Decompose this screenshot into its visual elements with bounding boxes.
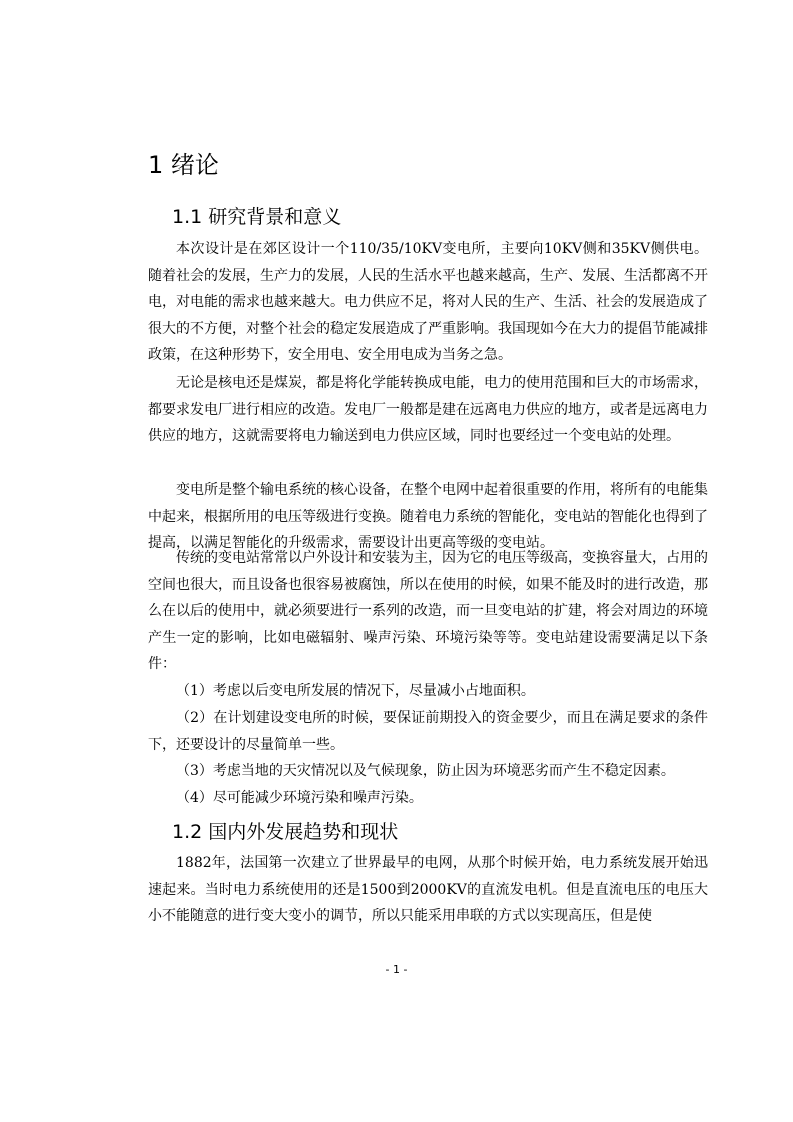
condition-item: （4）尽可能减少环境污染和噪声污染。	[176, 790, 423, 806]
section-title-1-1: 1.1 研究背景和意义	[172, 206, 342, 228]
paragraph: 无论是核电还是煤炭，都是将化学能转换成电能，电力的使用范围和巨大的市场需求，都要求发电厂进行相应的改造。发电厂一般都是建在远离电力供应的地方，或者是远离电力供应的地方，这就需要将电力输送到电力供应区域，同时也要经过一个变电站的处理。	[148, 375, 708, 445]
condition-item: （3）考虑当地的天灾情况以及气候现象，防止因为环境恶劣而产生不稳定因素。	[176, 763, 675, 779]
paragraph: 变电所是整个输电系统的核心设备，在整个电网中起着很重要的作用，将所有的电能集中起来，根据所用的电压等级进行变换。随着电力系统的智能化，变电站的智能化也得到了提高，以满足智能化的升级需求，需要设计出更高等级的变电站。	[148, 482, 708, 552]
page-number: - 1 -	[385, 963, 408, 976]
paragraph: 1882年，法国第一次建立了世界最早的电网，从那个时候开始，电力系统发展开始迅速起来。当时电力系统使用的还是1500到2000KV的直流发电机。但是直流电压的电压大小不能随意的进行变大变小的调节，所以只能采用串联的方式以实现高压，但是使	[148, 855, 708, 925]
condition-item: （2）在计划建设变电所的时候，要保证前期投入的资金要少，而且在满足要求的条件下，还要设计的尽量简单一些。	[148, 710, 708, 753]
condition-item: （1）考虑以后变电所发展的情况下，尽量减小占地面积。	[176, 683, 535, 699]
paragraph: 本次设计是在郊区设计一个110/35/10KV变电所，主要向10KV侧和35KV侧供电。随着社会的发展，生产力的发展，人民的生活水平也越来越高，生产、发展、生活都离不开电，对电能的需求也越来越大。电力供应不足，将对人民的生产、生活、社会的发展造成了很大的不方便，对整个社会的稳定发展造成了严重影响。我国现如今在大力的提倡节能减排政策，在这种形势下，安全用电、安全用电成为当务之急。	[148, 241, 708, 364]
paragraph: 传统的变电站常常以户外设计和安装为主，因为它的电压等级高，变换容量大，占用的空间也很大，而且设备也很容易被腐蚀，所以在使用的时候，如果不能及时的进行改造，那么在以后的使用中，就必须要进行一系列的改造，而一旦变电站的扩建，将会对周边的环境产生一定的影响，比如电磁辐射、噪声污染、环境污染等等。变电站建设需要满足以下条件：	[148, 550, 708, 673]
section-title-1-2: 1.2 国内外发展趋势和现状	[172, 821, 399, 843]
chapter-title: 1 绪论	[148, 151, 219, 179]
